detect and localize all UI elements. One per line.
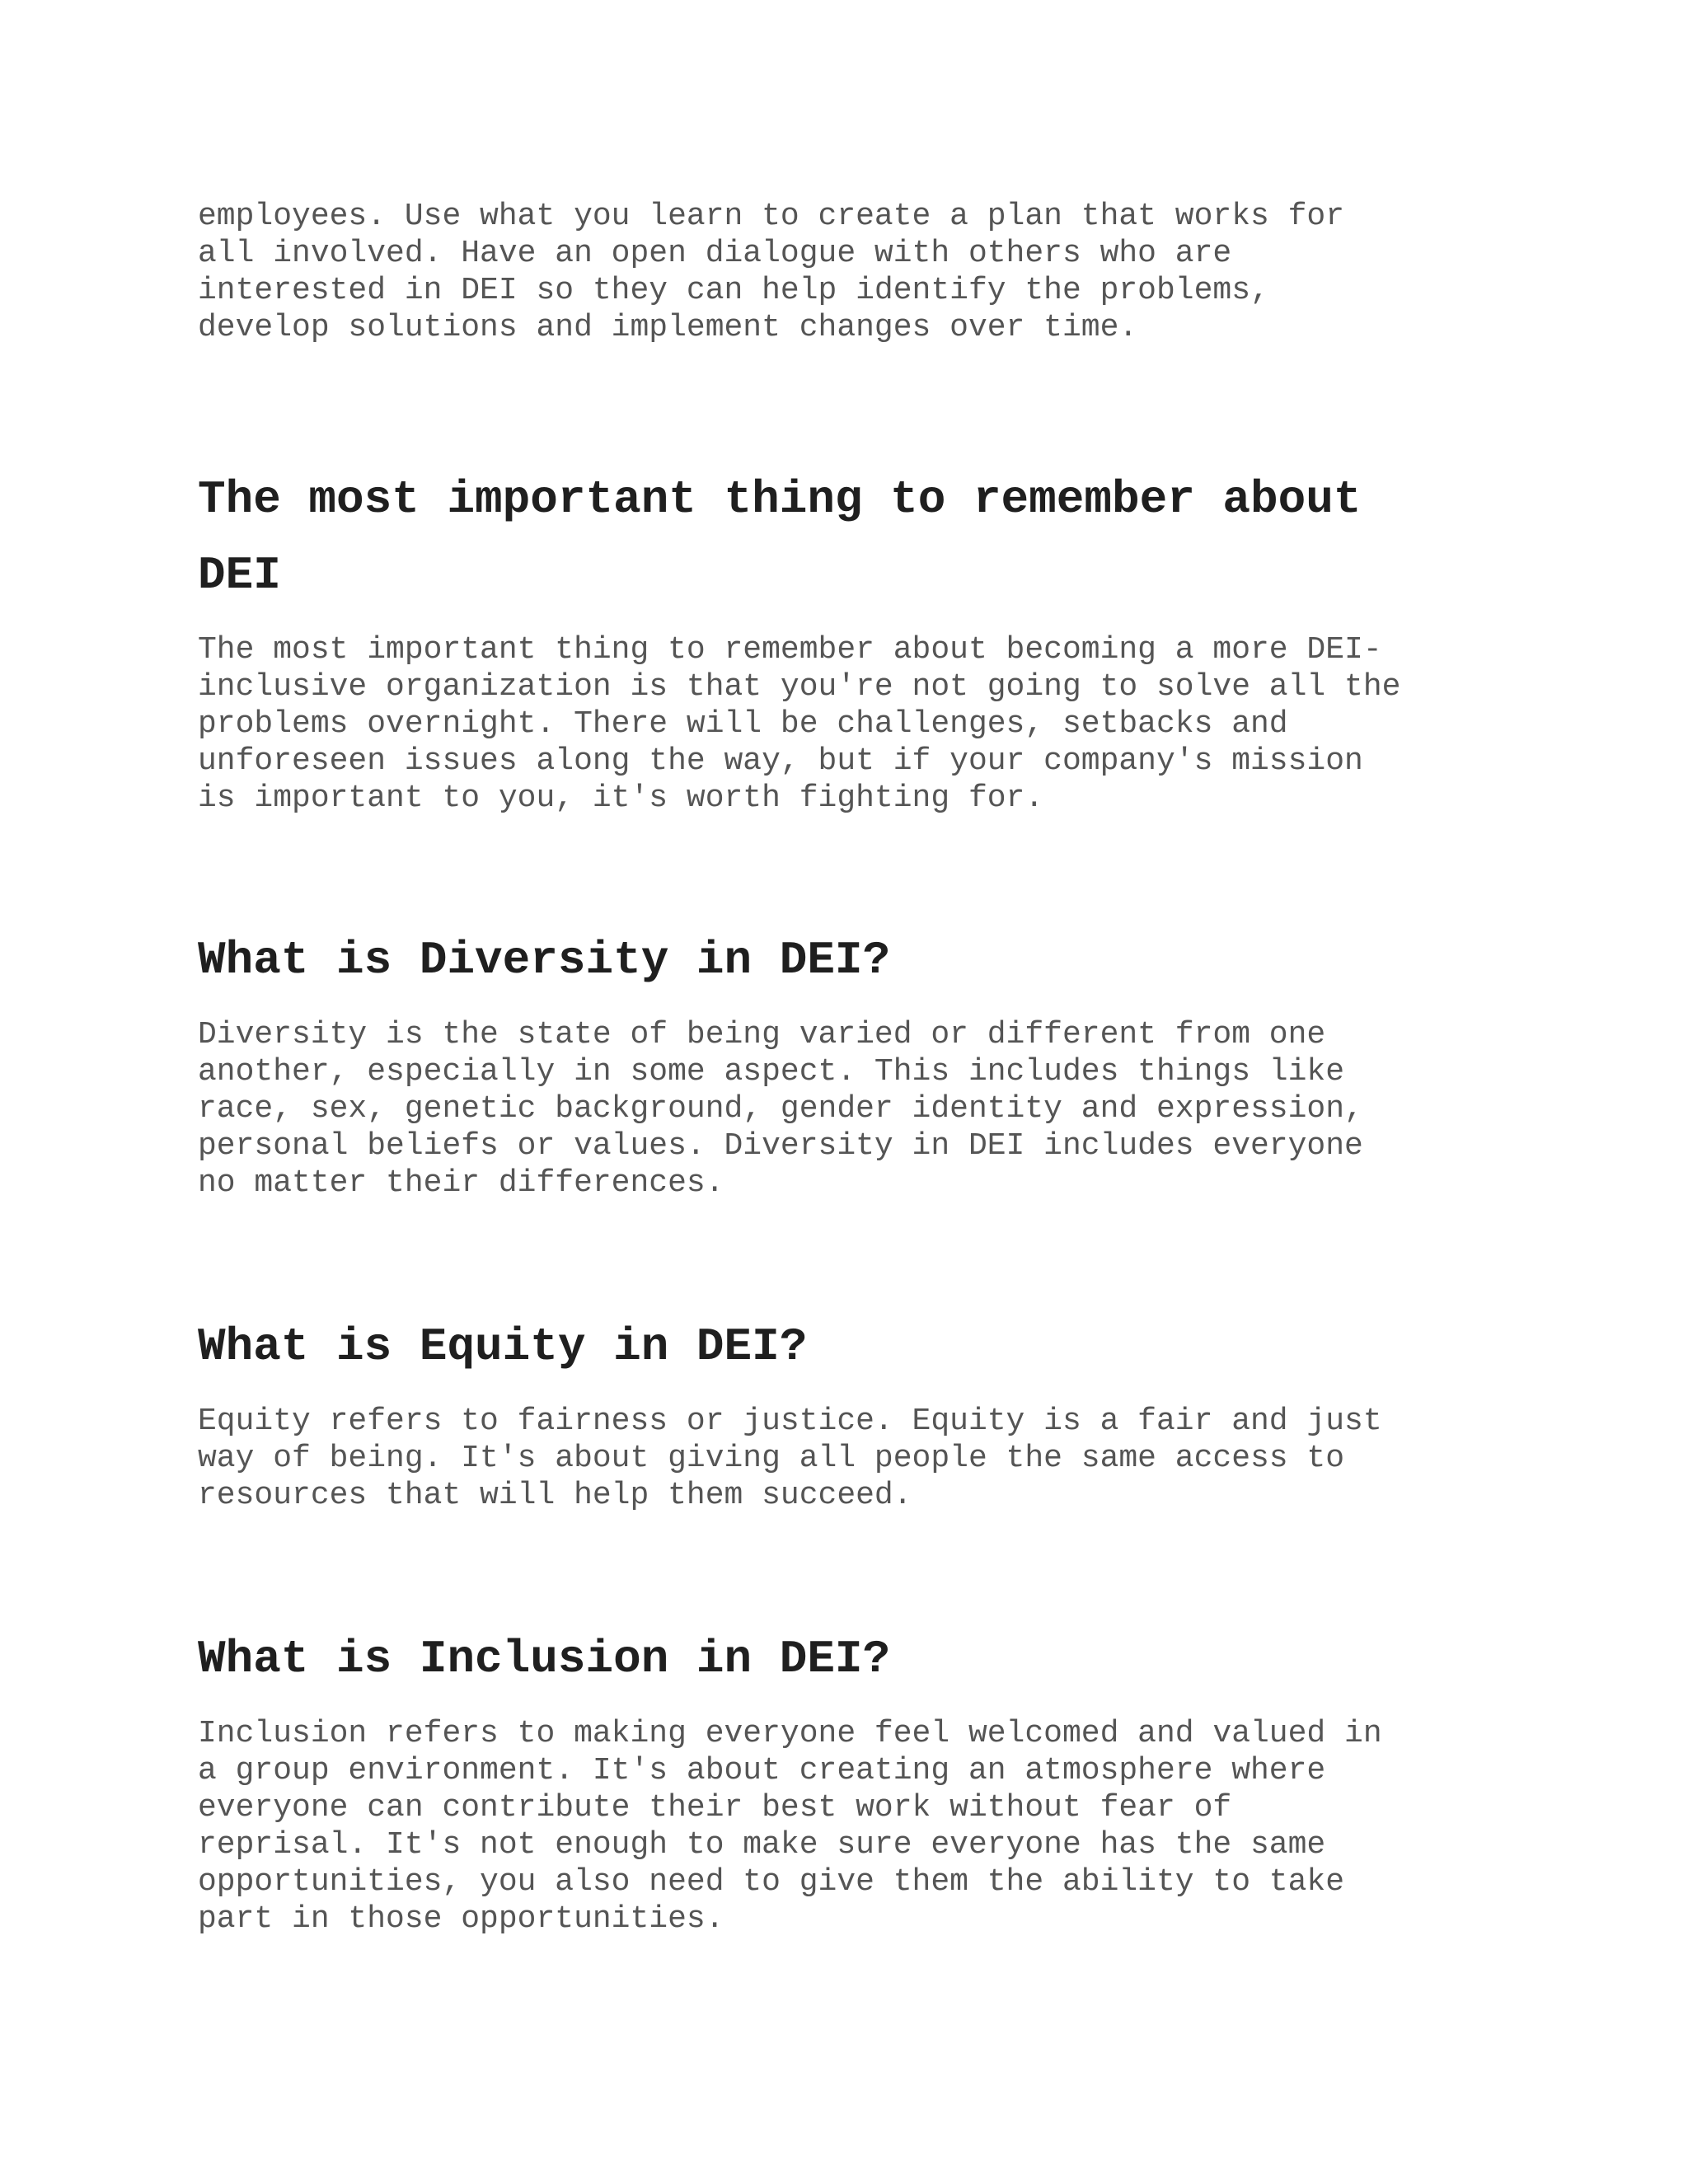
- page-content: [198, 198, 1500, 1938]
- section-paragraph-equity: Equity refers to fairness or justice. Equity is a fair and just way of being. It's about giving all people the same access to resources that will help them succeed.: [198, 1404, 1382, 1513]
- section-heading-inclusion: What is Inclusion in DEI?: [198, 1633, 891, 1685]
- intro-paragraph: employees. Use what you learn to create a plan that works for all involved. Have an open dialogue with others who are interested in DEI so they can help identify the problems, develop solutions and implement changes over time.: [198, 199, 1345, 345]
- section-paragraph-diversity: Diversity is the state of being varied or different from one another, especially in some aspect. This includes things like race, sex, genetic background, gender identity and expression, personal beliefs or values. Diversity in DEI includes everyone no matter their differences.: [198, 1017, 1363, 1201]
- section-heading-diversity: What is Diversity in DEI?: [198, 934, 891, 987]
- section-heading-most-important: The most important thing to remember about DEI: [198, 473, 1362, 602]
- section-heading-equity: What is Equity in DEI?: [198, 1320, 808, 1373]
- section-paragraph-inclusion: Inclusion refers to making everyone feel welcomed and valued in a group environment. It's about creating an atmosphere where everyone can contribute their best work without fear of reprisal. It's not enough to make sure everyone has the same opportunities, you also need to give them the ability to take part in those opportunities.: [198, 1716, 1382, 1937]
- section-paragraph-most-important: The most important thing to remember about becoming a more DEI- inclusive organization is that you're not going to solve all the problems overnight. There will be challenges, setbacks and unforeseen issues along the way, but if your company's mission is important to you, it's worth fighting for.: [198, 632, 1401, 816]
